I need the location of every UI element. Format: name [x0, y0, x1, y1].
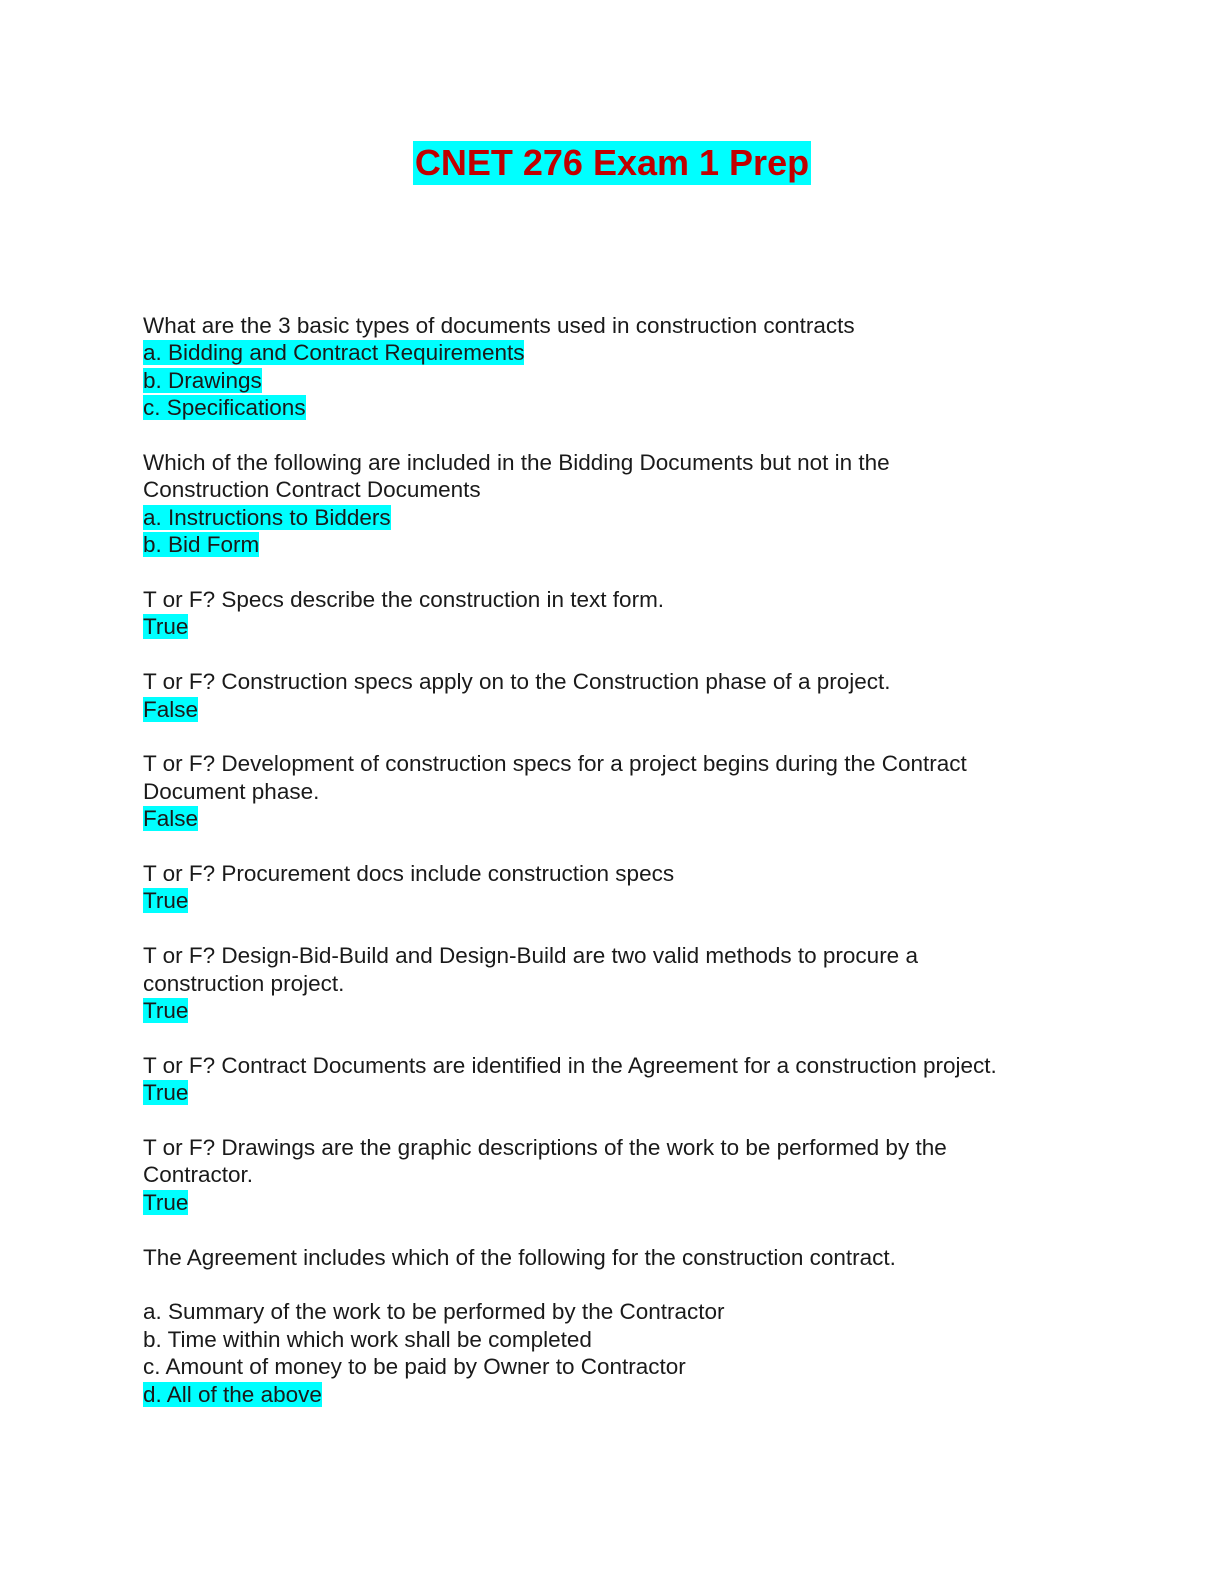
answer-highlight: True	[143, 614, 189, 640]
answer-highlight: a. Bidding and Contract Requirements	[143, 340, 525, 366]
answer-line	[143, 394, 1103, 421]
answer-line	[143, 696, 1103, 723]
question-prompt: The Agreement includes which of the following for the construction contract.	[143, 1244, 896, 1270]
answer-highlight: a. Instructions to Bidders	[143, 504, 391, 530]
question-block	[143, 860, 1103, 915]
question-prompt: What are the 3 basic types of documents used in construction contracts	[143, 313, 855, 338]
question-block	[143, 668, 1103, 723]
answer-line	[143, 997, 1103, 1024]
answer-line	[143, 1079, 1103, 1106]
question-block	[143, 1052, 1103, 1107]
answer-line	[143, 613, 1103, 640]
question-block	[143, 449, 1103, 559]
question-block	[143, 586, 1103, 641]
question-list	[143, 312, 1103, 1435]
answer-highlight: False	[143, 806, 199, 832]
answer-line	[143, 504, 1103, 531]
answer-highlight: b. Drawings	[143, 367, 262, 393]
question-prompt: T or F? Design-Bid-Build and Design-Build are two valid methods to procure a	[143, 943, 918, 969]
answer-highlight: False	[143, 696, 199, 722]
answer-line	[143, 1189, 1103, 1216]
question-prompt: Which of the following are included in the Bidding Documents but not in the	[143, 450, 890, 476]
blank-line	[143, 1271, 1103, 1298]
question-block	[143, 750, 1103, 832]
question-prompt: Contractor.	[143, 1162, 254, 1188]
answer-highlight: True	[143, 1189, 189, 1215]
answer-highlight: c. Specifications	[143, 395, 306, 421]
question-prompt: T or F? Specs describe the construction in text form.	[143, 587, 665, 613]
question-block	[143, 1134, 1103, 1216]
answer-highlight: True	[143, 998, 189, 1024]
answer-line	[143, 805, 1103, 832]
answer-line	[143, 887, 1103, 914]
page-title: CNET 276 Exam 1 Prep	[414, 142, 810, 183]
question-prompt: Construction Contract Documents	[143, 477, 481, 503]
question-prompt: Document phase.	[143, 778, 320, 804]
answer-highlight: True	[143, 1080, 189, 1106]
question-prompt: T or F? Contract Documents are identified in the Agreement for a construction project.	[143, 1052, 997, 1078]
option-line: c. Amount of money to be paid by Owner to Contractor	[143, 1354, 686, 1380]
answer-highlight: b. Bid Form	[143, 532, 260, 558]
answer-line	[143, 531, 1103, 558]
answer-line	[143, 367, 1103, 394]
answer-line	[143, 339, 1103, 366]
question-prompt: T or F? Procurement docs include construction specs	[143, 861, 675, 887]
question-prompt: T or F? Development of construction specs for a project begins during the Contract	[143, 751, 967, 777]
option-line: a. Summary of the work to be performed by the Contractor	[143, 1299, 725, 1325]
question-prompt: construction project.	[143, 970, 345, 996]
title-container	[0, 141, 1224, 185]
question-prompt: T or F? Drawings are the graphic descriptions of the work to be performed by the	[143, 1135, 947, 1161]
answer-highlight: True	[143, 888, 189, 914]
answer-line	[143, 1381, 1103, 1408]
question-block	[143, 942, 1103, 1024]
answer-highlight: d. All of the above	[143, 1381, 322, 1407]
question-block	[143, 1244, 1103, 1408]
question-prompt: T or F? Construction specs apply on to the Construction phase of a project.	[143, 669, 891, 695]
option-line: b. Time within which work shall be completed	[143, 1326, 592, 1352]
question-block	[143, 312, 1103, 422]
